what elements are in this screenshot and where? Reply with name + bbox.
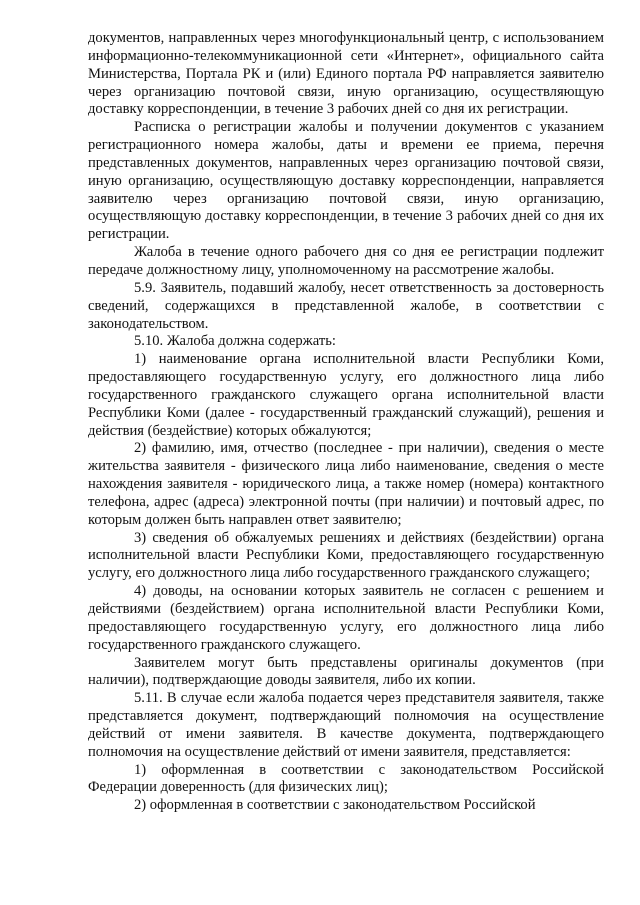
paragraph-5-9: 5.9. Заявитель, подавший жалобу, несет ответственность за достоверность сведений, содержащихся в представленной жалобе, в соответствии с законодательством. bbox=[88, 279, 604, 332]
sublist-item-2: 2) оформленная в соответствии с законодательством Российской bbox=[134, 797, 536, 814]
list-item-3: 3) сведения об обжалуемых решениях и действиях (бездействии) органа исполнительной власти Республики Коми, предоставляющего государственную услугу, его должностного лица либо государственного гражданского служащего; bbox=[88, 529, 604, 582]
paragraph-5-11: 5.11. В случае если жалоба подается через представителя заявителя, также представляется документ, подтверждающий полномочия на осуществление действий от имени заявителя. В качестве документа, подтверждающего полномочия на осуществление действий от имени заявителя, представляется: bbox=[88, 690, 604, 760]
paragraph-receipt: Расписка о регистрации жалобы и получении документов с указанием регистрационного номера жалобы, даты и времени ее приема, перечня представленных документов, направленных через организацию почтовой связи, иную организацию, осуществляющую доставку корреспонденции, направляется заявителю через организацию почтовой связи, иную организацию, осуществляющую доставку корреспонденции, в течение 3 рабочих дней со дня их регистрации. bbox=[88, 119, 604, 243]
list-item-1: 1) наименование органа исполнительной власти Республики Коми, предоставляющего государственную услугу, его должностного лица либо государственного гражданского служащего органа исполнительной власти Республики Коми (далее - государственный гражданский служащий), решения и действия (бездействие) которых обжалуются; bbox=[88, 351, 604, 439]
paragraph-transfer: Жалоба в течение одного рабочего дня со дня ее регистрации подлежит передаче должностному лицу, уполномоченному на рассмотрение жалобы. bbox=[88, 244, 604, 278]
list-item-2: 2) фамилию, имя, отчество (последнее - при наличии), сведения о месте жительства заявителя - физического лица либо наименование, сведения о месте нахождения заявителя - юридического лица, а также номер (номера) контактного телефона, адрес (адреса) электронной почты (при наличии) и почтовый адрес, по которым должен быть направлен ответ заявителю; bbox=[88, 440, 604, 528]
paragraph-originals: Заявителем могут быть представлены оригиналы документов (при наличии), подтверждающие доводы заявителя, либо их копии. bbox=[88, 654, 604, 689]
paragraph-continuation: документов, направленных через многофункциональный центр, с использованием информационно-телекоммуникационной сети «Интернет», официального сайта Министерства, Портала РК и (или) Единого портала РФ направляется заявителю через организацию почтовой связи, иную организацию, осуществляющую доставку корреспонденции, в течение 3 рабочих дней со дня их регистрации. bbox=[88, 30, 604, 118]
document-page bbox=[88, 30, 604, 815]
paragraph-5-10: 5.10. Жалоба должна содержать: bbox=[134, 333, 336, 350]
sublist-item-1: 1) оформленная в соответствии с законодательством Российской Федерации доверенность (для физических лиц); bbox=[88, 761, 604, 796]
list-item-4: 4) доводы, на основании которых заявитель не согласен с решением и действиями (бездействием) органа исполнительной власти Республики Коми, предоставляющего государственную услугу, его должностного лица либо государственного гражданского служащего. bbox=[88, 583, 604, 653]
